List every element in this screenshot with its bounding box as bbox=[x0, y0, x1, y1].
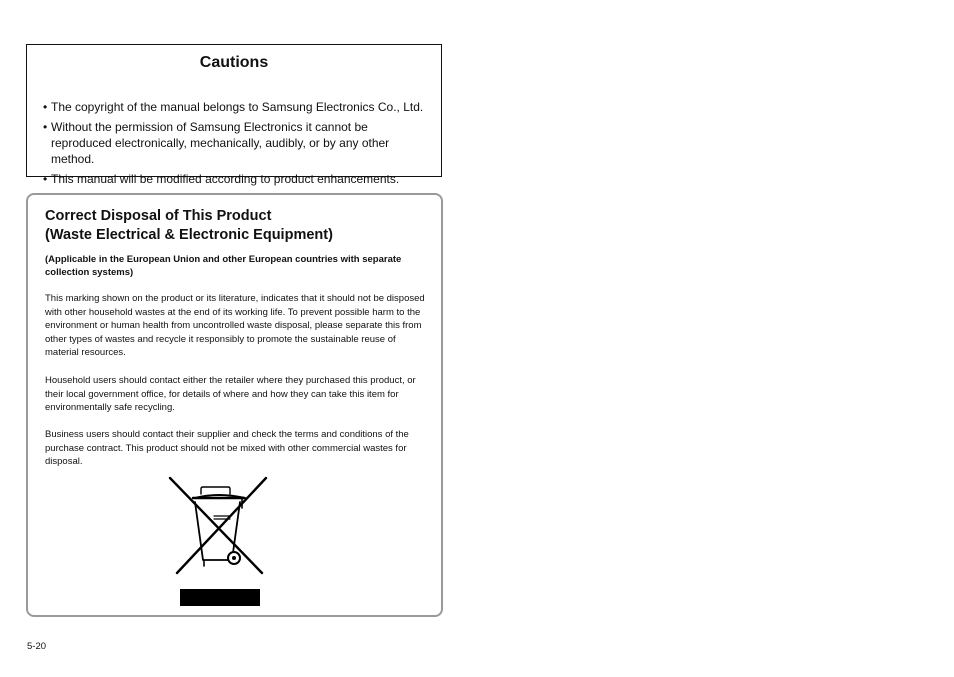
disposal-title bbox=[45, 207, 333, 245]
bullet: • bbox=[43, 120, 48, 134]
disposal-paragraph: This marking shown on the product or its literature, indicates that it should not be disposed with other household wastes at the end of its working life. To prevent possible harm to the environment or human health from uncontrolled waste disposal, please separate this from other types of wastes and recycle it responsibly to promote the sustainable reuse of material resources. bbox=[45, 293, 425, 359]
cautions-box bbox=[26, 44, 442, 186]
disposal-subtitle: (Applicable in the European Union and other European countries with separate collection systems) bbox=[45, 254, 402, 278]
cautions-title: Cautions bbox=[199, 54, 269, 71]
cautions-list bbox=[43, 99, 427, 191]
bullet: • bbox=[43, 100, 48, 114]
cautions-item-text: The copyright of the manual belongs to Samsung Electronics Co., Ltd. bbox=[51, 100, 424, 114]
page-number: 5-20 bbox=[27, 641, 47, 652]
symbol-bar bbox=[180, 589, 260, 606]
cautions-item bbox=[43, 171, 427, 187]
cautions-item-text: This manual will be modified according to product enhancements. bbox=[51, 172, 400, 186]
cautions-item-text: Without the permission of Samsung Electronics it cannot be reproduced electronically, mechanically, audibly, or by any other method. bbox=[51, 120, 390, 166]
crossed-out-wheelie-bin-icon bbox=[168, 476, 268, 576]
disposal-title-line1: Correct Disposal of This Product bbox=[45, 208, 272, 224]
disposal-paragraph: Business users should contact their supplier and check the terms and conditions of the purchase contract. This product should not be mixed with other commercial wastes for disposal. bbox=[45, 429, 409, 468]
bullet: • bbox=[43, 172, 48, 186]
disposal-box bbox=[26, 193, 443, 617]
disposal-title-line2: (Waste Electrical & Electronic Equipment) bbox=[45, 227, 333, 243]
disposal-paragraph: Household users should contact either the retailer where they purchased this product, or their local government office, for details of where and how they can take this item for environmentally safe recycling. bbox=[45, 375, 416, 414]
cautions-item bbox=[43, 119, 427, 167]
cautions-item bbox=[43, 99, 427, 115]
